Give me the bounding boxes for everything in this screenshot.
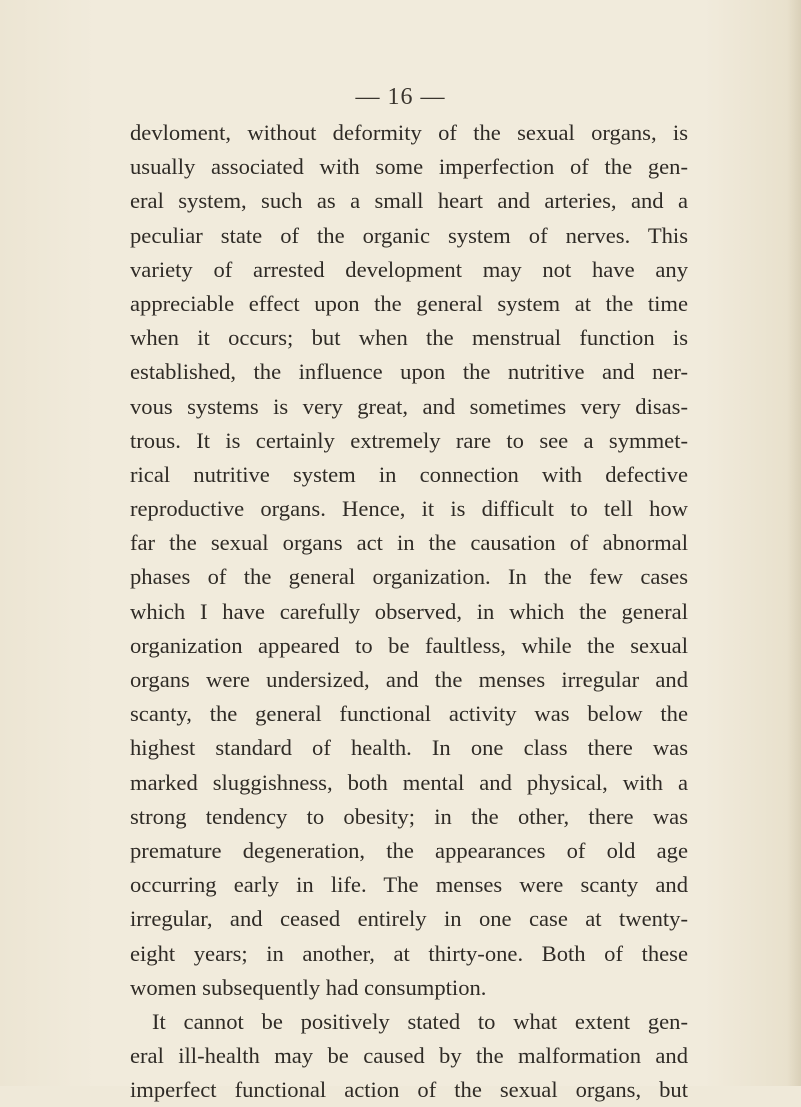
text-line: eral system, such as a small heart and arteries, and a xyxy=(130,188,688,214)
text-line: scanty, the general functional activity was below the xyxy=(130,701,688,727)
text-line: far the sexual organs act in the causation of abnormal xyxy=(130,530,688,556)
text-line: when it occurs; but when the menstrual function is xyxy=(130,325,688,351)
text-line: variety of arrested development may not have any xyxy=(130,256,688,282)
text-line: eral ill-health may be caused by the malformation and xyxy=(130,1043,688,1069)
text-line: eight years; in another, at thirty-one. Both of these xyxy=(130,940,688,966)
text-line: phases of the general organization. In the few cases xyxy=(130,564,688,590)
text-line: imperfect functional action of the sexual organs, but xyxy=(130,1077,688,1103)
text-line: which I have carefully observed, in which the general xyxy=(130,598,688,624)
text-line: trous. It is certainly extremely rare to see a symmet- xyxy=(130,427,688,453)
text-line: appreciable effect upon the general system at the time xyxy=(130,290,688,316)
text-line: irregular, and ceased entirely in one case at twenty- xyxy=(130,906,688,932)
text-line: premature degeneration, the appearances of old age xyxy=(130,837,688,863)
page-edge-shadow xyxy=(787,0,801,1086)
text-line: devloment, without deformity of the sexual organs, is xyxy=(130,120,688,145)
text-line: organization appeared to be faultless, while the sexual xyxy=(130,632,688,658)
text-line: organs were undersized, and the menses irregular and xyxy=(130,667,688,692)
text-line: strong tendency to obesity; in the other, there was xyxy=(130,803,688,829)
text-line: peculiar state of the organic system of nerves. This xyxy=(130,222,688,248)
text-line: rical nutritive system in connection with defective xyxy=(130,461,688,487)
text-line: marked sluggishness, both mental and physical, with a xyxy=(130,769,688,795)
text-line: established, the influence upon the nutritive and ner- xyxy=(130,359,688,385)
text-line: reproductive organs. Hence, it is difficult to tell how xyxy=(130,496,688,522)
text-line: vous systems is very great, and sometimes very disas- xyxy=(130,393,688,419)
text-line: women subsequently had consumption. xyxy=(130,974,487,1000)
text-line: usually associated with some imperfection of the gen- xyxy=(130,154,688,180)
body-text xyxy=(130,116,688,1107)
text-line: highest standard of health. In one class there was xyxy=(130,735,688,761)
text-line: It cannot be positively stated to what extent gen- xyxy=(152,1008,688,1034)
text-line: occurring early in life. The menses were scanty and xyxy=(130,872,688,898)
page-number: — 16 — xyxy=(355,84,446,110)
